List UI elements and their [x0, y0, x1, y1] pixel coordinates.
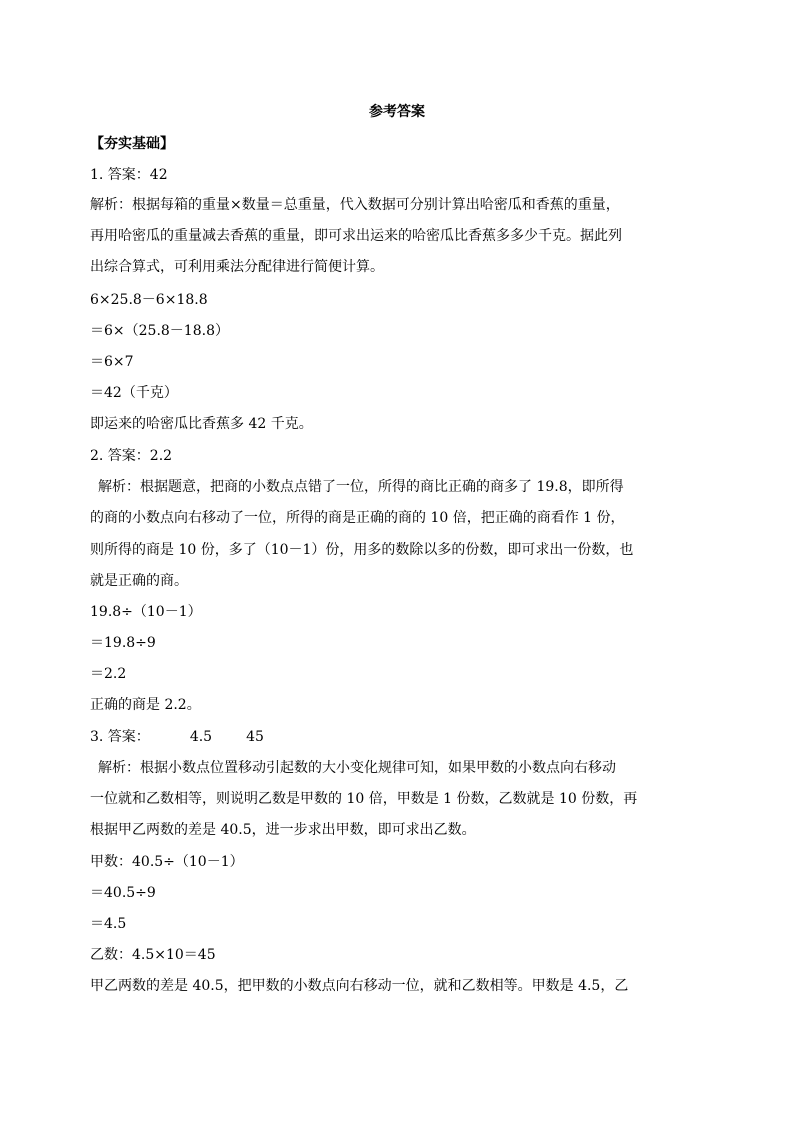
q2-answer: 2. 答案：2.2 — [90, 448, 173, 464]
q2-conclusion: 正确的商是 2.2。 — [90, 697, 201, 713]
q1-analysis-line: 再用哈密瓜的重量减去香蕉的重量，即可求出运来的哈密瓜比香蕉多多少千克。据此列 — [90, 228, 622, 244]
q1-step: 6×25.8－6×18.8 — [90, 292, 208, 308]
q1-step: ＝6×7 — [90, 354, 134, 370]
q3-step: ＝4.5 — [90, 916, 127, 932]
q2-step: 19.8÷（10－1） — [90, 604, 202, 620]
q2-analysis-line: 就是正确的商。 — [90, 573, 188, 589]
q3-step: ＝40.5÷9 — [90, 885, 156, 901]
q1-answer: 1. 答案：42 — [90, 167, 168, 183]
q3-answer-label: 3. 答案： — [90, 729, 150, 745]
q3-conclusion: 甲乙两数的差是 40.5，把甲数的小数点向右移动一位，就和乙数相等。甲数是 4.5，乙 — [90, 978, 629, 994]
q3-answer-value: 4.5 — [189, 729, 213, 745]
q3-answer — [90, 727, 264, 747]
q1-analysis-line: 解析：根据每箱的重量×数量＝总重量，代入数据可分别计算出哈密瓜和香蕉的重量， — [90, 197, 620, 213]
page-title: 参考答案 — [369, 104, 425, 120]
q1-analysis-line: 出综合算式，可利用乘法分配律进行简便计算。 — [90, 259, 384, 275]
q2-analysis-line: 解析：根据题意，把商的小数点点错了一位，所得的商比正确的商多了 19.8，即所得 — [98, 479, 624, 495]
q2-analysis-line: 则所得的商是 10 份，多了（10－1）份，用多的数除以多的份数，即可求出一份数，也 — [90, 542, 634, 558]
q3-analysis-line: 解析：根据小数点位置移动引起数的大小变化规律可知，如果甲数的小数点向右移动 — [98, 760, 616, 776]
q2-analysis-line: 的商的小数点向右移动了一位，所得的商是正确的商的 10 倍，把正确的商看作 1 份， — [90, 510, 625, 526]
q2-step: ＝19.8÷9 — [90, 635, 156, 651]
q1-step: ＝6×（25.8－18.8） — [90, 323, 229, 339]
q3-step: 乙数：4.5×10＝45 — [90, 947, 216, 963]
q3-step: 甲数：40.5÷（10－1） — [90, 854, 244, 870]
section-heading: 【夯实基础】 — [90, 136, 174, 152]
q1-step: ＝42（千克） — [90, 385, 178, 401]
q2-step: ＝2.2 — [90, 666, 127, 682]
q1-conclusion: 即运来的哈密瓜比香蕉多 42 千克。 — [90, 416, 313, 432]
q3-analysis-line: 一位就和乙数相等，则说明乙数是甲数的 10 倍，甲数是 1 份数，乙数就是 10 份数，再 — [90, 791, 638, 807]
q3-analysis-line: 根据甲乙两数的差是 40.5，进一步求出甲数，即可求出乙数。 — [90, 822, 476, 838]
q3-answer-value: 45 — [246, 729, 264, 745]
